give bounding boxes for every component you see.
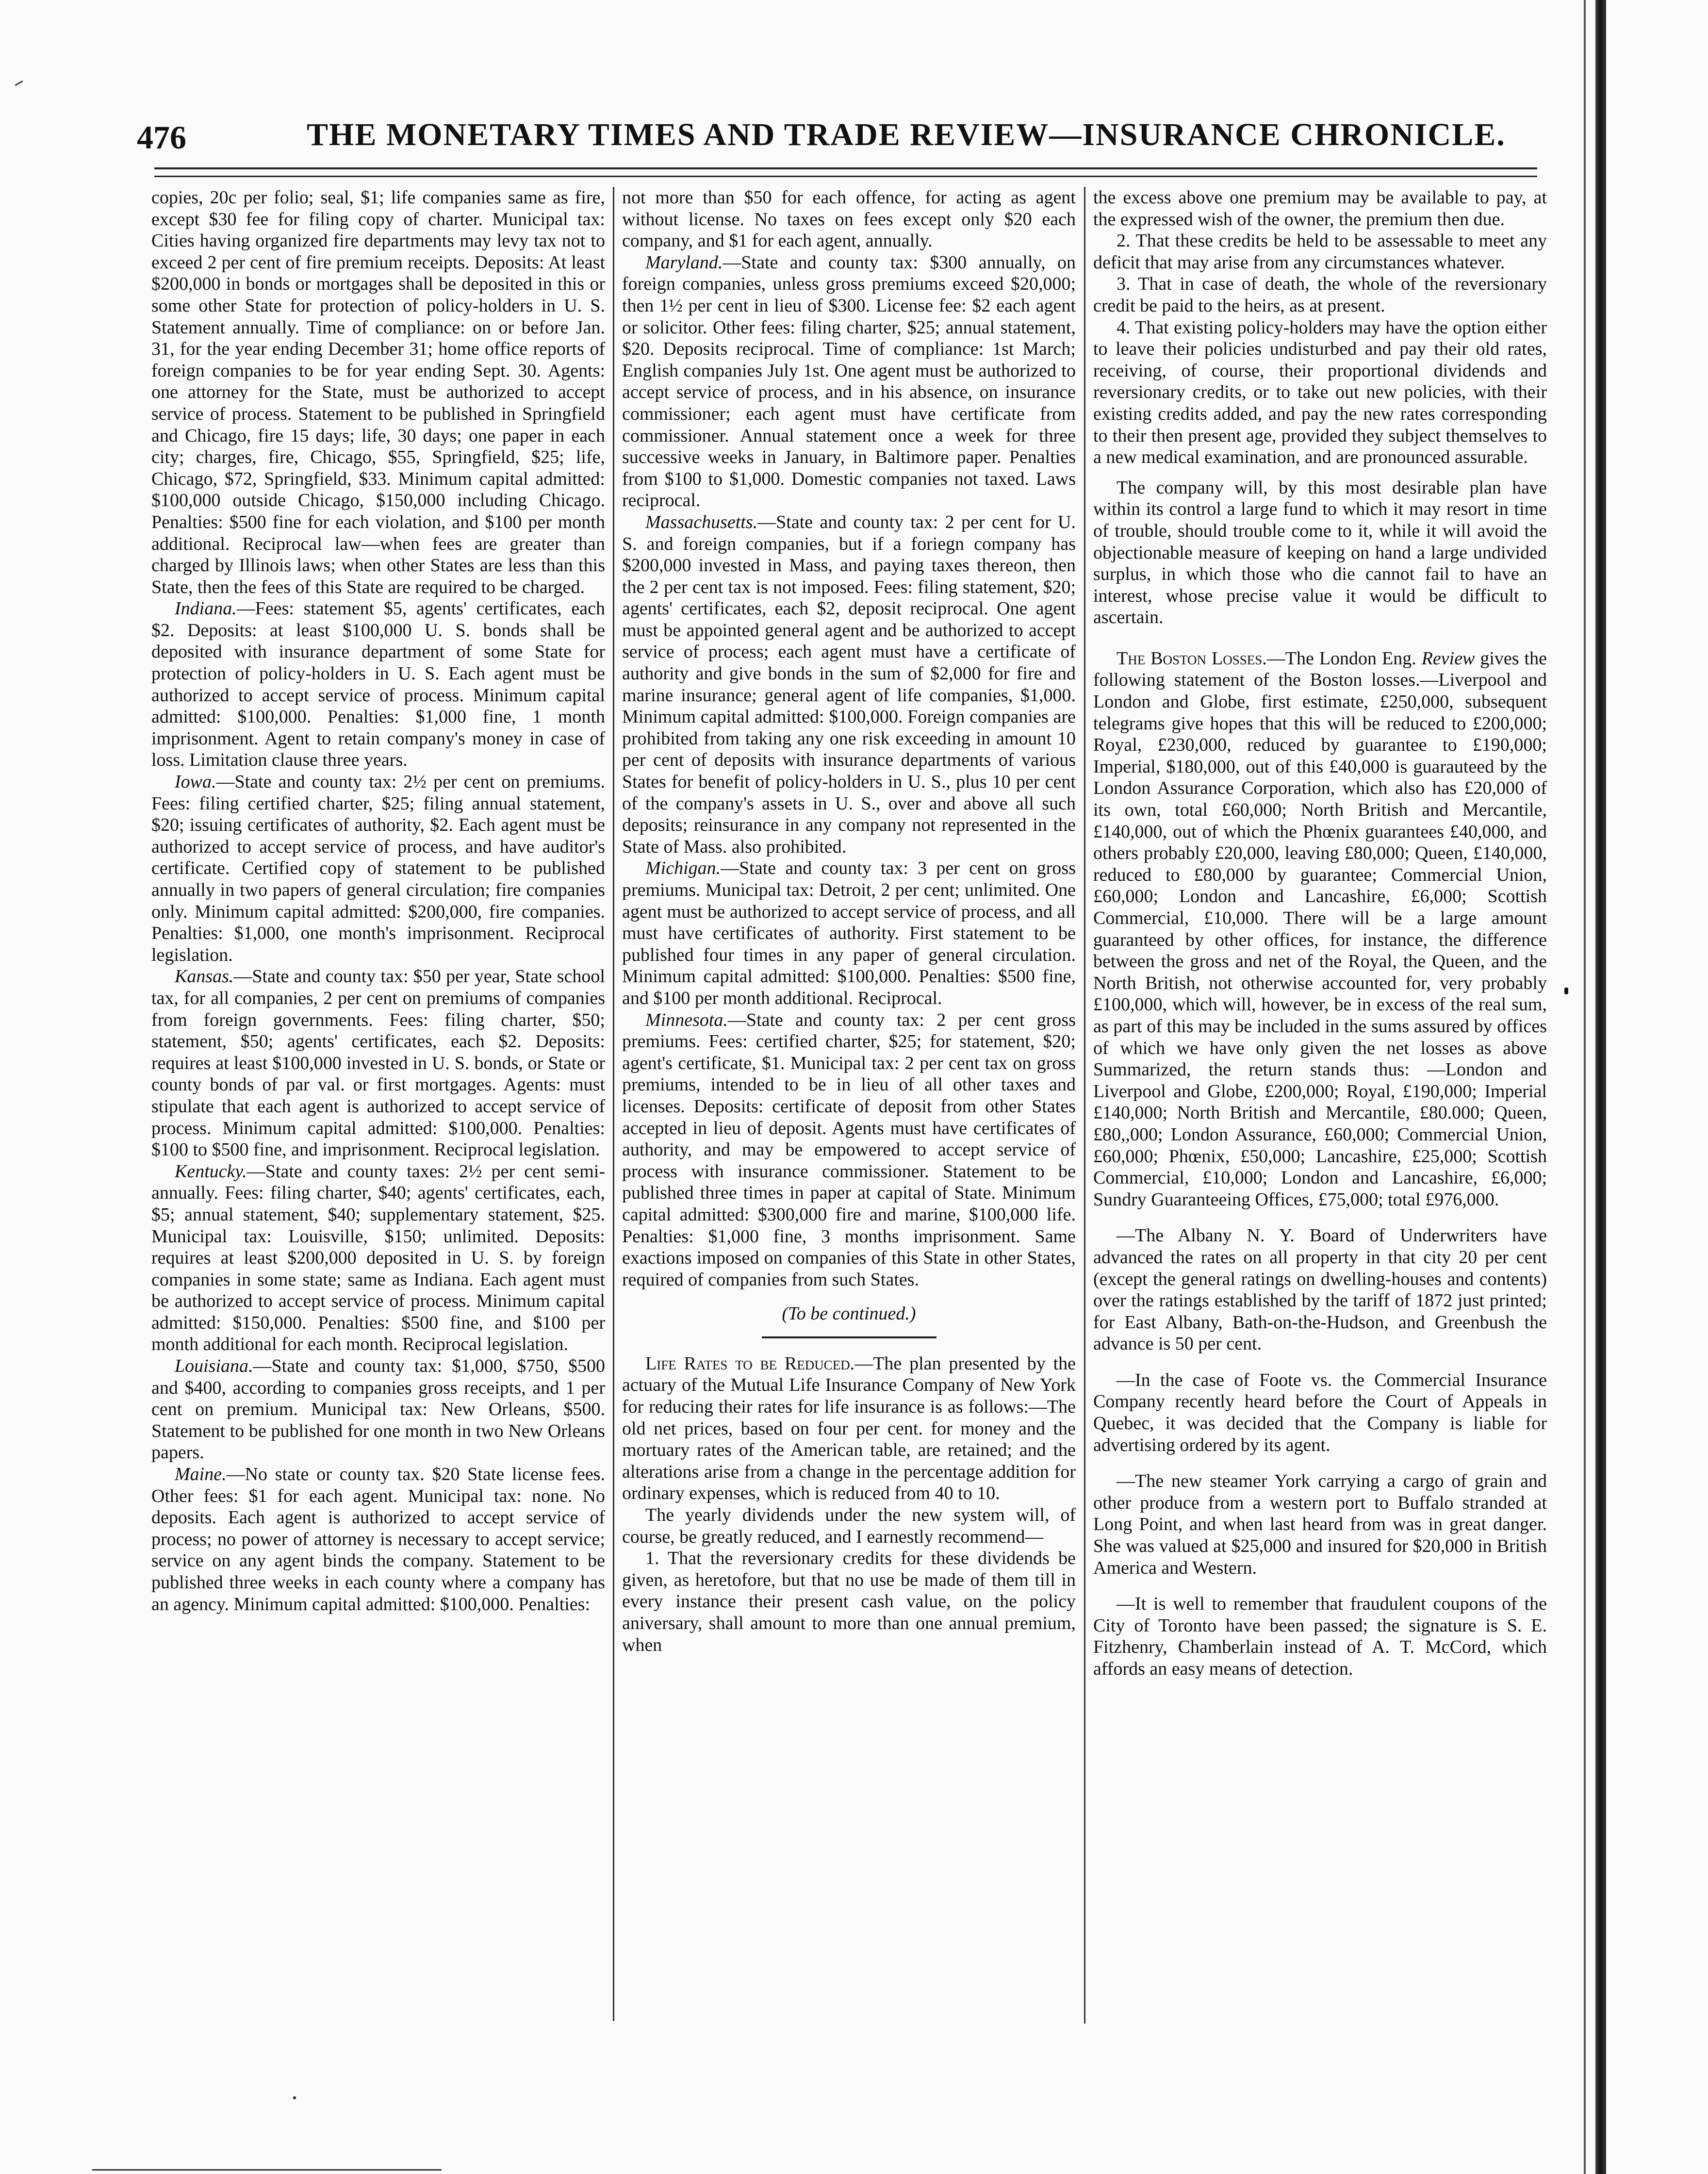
paragraph-albany: —The Albany N. Y. Board of Underwriters have advanced the rates on all property in that city 20 per cent (except the general ratings on dwelling-houses and contents) over the ratings established by the tariff of 1872 just printed; for East Albany, Bath-on-the-Hudson, and Greenbush the advance is 50 per cent. <box>1093 1225 1547 1354</box>
state-heading-iowa: Iowa. <box>175 772 216 792</box>
paragraph-boston-losses <box>1093 648 1547 1210</box>
paragraph-louisiana <box>151 1355 605 1464</box>
paragraph-massachusetts <box>622 511 1076 858</box>
paragraph-indiana <box>151 598 605 771</box>
paragraph-life-rates <box>622 1353 1076 1504</box>
paragraph-minnesota <box>622 1009 1076 1291</box>
ink-mark <box>1564 988 1568 994</box>
running-title: THE MONETARY TIMES AND TRADE REVIEW—INSURANCE CHRONICLE. <box>307 117 1506 152</box>
article-text-boston-body: gives the following statement of the Boston losses.—Liverpool and London and Globe, first estimate, £250,000, subsequent telegrams give hopes that this will be reduced to £200,000; Royal, £230,000, reduced by guarantee to £190,000; Imperial, $180,000, out of this £40,000 is guarauteed by the London Assurance Corporation, which also has £20,000 of its own, total £60,000; North British and Mercantile, £140,000, out of which the Phœnix guarantees £40,000, and others probably £20,000, leaving £80,000; Queen, £140,000, reduced to £80,000 by guarantee; Commercial Union, £60,000; London and Lancashire, £6,000; Scottish Commercial, £10,000. There will be a large amount guaranteed by other offices, for instance, the difference between the gross and net of the Royal, the Queen, and the North British, not otherwise accounted for, very probably £100,000, which will, however, be in excess of the real sum, as part of this may be included in the sums assured by offices of which we have only given the net losses as above Summarized, the return stands thus: —London and Liverpool and Globe, £200,000; Royal, £190,000; Imperial £140,000; North British and Mercantile, £80.000; Queen, £80,,000; London Assurance, £60,000; Commercial Union, £60,000; Phœnix, £50,000; Lancashire, £25,000; Scottish Commercial, £10,000; London and Lancashire, £6,000; Sundry Guaranteeing Offices, £75,000; total £976,000. <box>1093 648 1547 1210</box>
article-heading-boston-losses: The Boston Losses. <box>1117 648 1267 669</box>
paragraph-recommendation-1-continued: the excess above one premium may be available to pay, at the expressed wish of the owner, the premium then due. <box>1093 187 1547 230</box>
binding-edge <box>1595 0 1606 2174</box>
state-text-louisiana: —State and county tax: $1,000, $750, $500 and $400, according to companies gross receipts, and 1 per cent on premium. Municipal tax: New Orleans, $500. Statement to be published for one month in two New Orleans papers. <box>151 1356 605 1463</box>
state-text-massachusetts: —State and county tax: 2 per cent for U. S. and foreign companies, but if a foriegn company has $200,000 invested in Mass, and paying taxes thereon, then the 2 per cent tax is not imposed. Fees: filing statement, $20; agents' certificates, each $2, deposit reciprocal. One agent must be appointed general agent and be authorized to accept service of process; each agent must have a certificate of authority and give bonds in the sum of $2,000 for fire and marine insurance; general agent of life companies, $1,000. Minimum capital admitted: $100,000. Foreign companies are prohibited from taking any one risk exceeding in amount 10 per cent of deposits with insurance departments of various States for benefit of policy-holders in U. S., plus 10 per cent of the company's assets in U. S., over and above all such deposits; reinsurance in any company not represented in the State of Mass. also prohibited. <box>622 511 1076 857</box>
article-heading-life-rates: Life Rates to be Reduced. <box>645 1353 855 1374</box>
paragraph-recommendation-3: 3. That in case of death, the whole of the reversionary credit be paid to the heirs, as at present. <box>1093 274 1547 316</box>
state-heading-maryland: Maryland. <box>645 252 723 273</box>
paragraph-steamer-york: —The new steamer York carrying a cargo of grain and other produce from a western port to Buffalo stranded at Long Point, and when last heard from was in great danger. She was valued at $25,000 and insured for $20,000 in British America and Western. <box>1093 1471 1547 1578</box>
state-heading-maine: Maine. <box>175 1464 227 1485</box>
state-heading-michigan: Michigan. <box>645 858 721 879</box>
column-separator-2 <box>1084 187 1085 2024</box>
page-number: 476 <box>137 119 186 156</box>
paragraph-michigan <box>622 857 1076 1009</box>
margin-mark <box>15 81 23 86</box>
paragraph-kansas <box>151 966 605 1160</box>
state-heading-louisiana: Louisiana. <box>175 1356 253 1377</box>
publication-name-review: Review <box>1421 648 1475 669</box>
paragraph-maine-continued: not more than $50 for each offence, for acting as agent without license. No taxes on fees except only $20 each company, and $1 for each agent, annually. <box>622 187 1076 251</box>
state-text-maryland: —State and county tax: $300 annually, on foreign companies, unless gross premiums exceed $20,000; then 1½ per cent in lieu of $300. License fee: $2 each agent or solicitor. Other fees: filing charter, $25; annual statement, $20. Deposits reciprocal. Time of compliance: 1st March; English companies July 1st. One agent must be authorized to accept service of process, and in his absence, on insurance commissioner; each agent must have certificate from commissioner. Annual statement once a week for three successive weeks in January, in Baltimore paper. Penalties from $100 to $1,000. Domestic companies not taxed. Laws reciprocal. <box>622 252 1076 511</box>
column-3 <box>1093 187 1547 1680</box>
state-heading-massachusetts: Massachusetts. <box>645 511 758 532</box>
column-separator-1 <box>613 187 614 2021</box>
state-text-kentucky: —State and county taxes: 2½ per cent semi-annually. Fees: filing charter, $40; agents' certificates, each, $5; annual statement, $40; supplementary statement, $25. Municipal tax: Louisville, $150; unlimited. Deposits: requires at least $200,000 deposited in U. S. by foreign companies in some state; same as Indiana. Each agent must be authorized to accept service of process. Minimum capital admitted: $150,000. Penalties: $500 fine, and $100 per month additional for each month. Reciprocal legislation. <box>151 1161 605 1355</box>
state-text-minnesota: —State and county tax: 2 per cent gross premiums. Fees: certified charter, $25; for statement, $20; agent's certificate, $1. Municipal tax: 2 per cent tax on gross premiums, intended to be in lieu of all other taxes and licenses. Deposits: certificate of deposit from other States accepted in lieu of deposit. Agents must have certificates of authority, and may be empowered to accept service of process with insurance commissioner. Statement to be published three times in paper at capital of State. Minimum capital admitted: $300,000 fire and marine, $100,000 life. Penalties: $1,000 fine, 3 months imprisonment. Same exactions imposed on companies of this State in other States, required of companies from such States. <box>622 1009 1076 1290</box>
paragraph-recommendation-1: 1. That the reversionary credits for these dividends be given, as heretofore, but that no use be made of them till in every instance their present cash value, on the policy aniversary, shall amount to more than one annual premium, when <box>622 1548 1076 1655</box>
to-be-continued: (To be continued.) <box>782 1303 916 1324</box>
paragraph-yearly-dividends: The yearly dividends under the new system will, of course, be greatly reduced, and I earnestly recommend— <box>622 1505 1076 1547</box>
state-heading-kansas: Kansas. <box>175 966 234 987</box>
scan-edge-line <box>92 2169 442 2171</box>
paragraph-recommendation-4: 4. That existing policy-holders may have the option either to leave their policies undisturbed and pay their old rates, receiving, of course, their proportional dividends and reversionary credits, or to take out new policies, with their existing credits added, and pay the new rates corresponding to their then present age, provided they subject themselves to a new medical examination, and are pronounced assurable. <box>1093 317 1547 468</box>
state-heading-kentucky: Kentucky. <box>175 1161 247 1182</box>
paragraph-illinois-continued: copies, 20c per folio; seal, $1; life companies same as fire, except $30 fee for filing copy of charter. Municipal tax: Cities having organized fire departments may levy tax not to exceed 2 per cent of fire premium receipts. Deposits: At least $200,000 in bonds or mortgages shall be deposited in this or some other State for protection of policy-holders in U. S. Statement annually. Time of compliance: on or before Jan. 31, for the year ending December 31; home office reports of foreign companies to be for year ending Sept. 30. Agents: one attorney for the State, must be authorized to accept service of process. Statement to be published in Springfield and Chicago, fire 15 days; life, 30 days; one paper in each city; charges, fire, Chicago, $55, Springfield, $25; life, Chicago, $72, Springfield, $33. Minimum capital admitted: $100,000 outside Chicago, $150,000 including Chicago. Penalties: $500 fine for each violation, and $100 per month additional. Reciprocal law—when fees are greater than charged by Illinois laws; when other States are less than this State, then the fees of this State are required to be charged. <box>151 187 605 597</box>
state-text-michigan: —State and county tax: 3 per cent on gross premiums. Municipal tax: Detroit, 2 per cent; unlimited. One agent must be authorized to accept service of process, and all must have certificates of authority. First statement to be published four times in any paper of general circulation. Minimum capital admitted: $100,000. Penalties: $500 fine, and $100 per month additional. Reciprocal. <box>622 858 1076 1008</box>
section-divider <box>762 1336 936 1338</box>
column-1 <box>151 187 605 1615</box>
paragraph-maine <box>151 1464 605 1615</box>
state-heading-minnesota: Minnesota. <box>645 1009 728 1030</box>
paragraph-foote: —In the case of Foote vs. the Commercial Insurance Company recently heard before the Court of Appeals in Quebec, it was decided that the Company is liable for advertising ordered by its agent. <box>1093 1369 1547 1455</box>
paragraph-recommendation-2: 2. That these credits be held to be assessable to meet any deficit that may arise from any circumstances whatever. <box>1093 231 1547 273</box>
state-heading-indiana: Indiana. <box>175 598 237 619</box>
header-rule-bottom <box>154 176 1537 177</box>
paragraph-maryland <box>622 252 1076 511</box>
column-2 <box>622 187 1076 1656</box>
paragraph-iowa <box>151 771 605 966</box>
article-text-life-rates: —The plan presented by the actuary of the Mutual Life Insurance Company of New York for reducing their rates for life insurance is as follows:—The old net prices, based on four per cent. for money and the mortuary rates of the American table, are retained; and the alterations arise from a change in the percentage addition for ordinary expenses, which is reduced from 40 to 10. <box>622 1353 1076 1504</box>
state-text-indiana: —Fees: statement $5, agents' certificates, each $2. Deposits: at least $100,000 U. S. bonds shall be deposited with insurance department of some State for protection of policy-holders in U. S. Each agent must be authorized to accept service of process. Minimum capital admitted: $100,000. Penalties: $1,000 fine, 1 month imprisonment. Agent to retain company's money in case of loss. Limitation clause three years. <box>151 598 605 771</box>
binding-edge-line <box>1584 0 1586 2174</box>
header-rule-top <box>154 167 1537 169</box>
paragraph-kentucky <box>151 1161 605 1355</box>
article-text-boston-intro: —The London Eng. <box>1266 648 1422 669</box>
paragraph-fraudulent-coupons: —It is well to remember that fraudulent coupons of the City of Toronto have been passed; the signature is S. E. Fitzhenry, Chamberlain instead of A. T. McCord, which affords an easy means of detection. <box>1093 1594 1547 1679</box>
state-text-iowa: —State and county tax: 2½ per cent on premiums. Fees: filing certified charter, $25; filing annual statement, $20; issuing certificates of authority, $2. Each agent must be authorized to accept service of process, and have auditor's certificate. Certified copy of statement to be published annually in two papers of general circulation; fire companies only. Minimum capital admitted: $200,000, fire companies. Penalties: $1,000, one month's imprisonment. Reciprocal legislation. <box>151 772 605 965</box>
state-text-maine: —No state or county tax. $20 State license fees. Other fees: $1 for each agent. Municipal tax: none. No deposits. Each agent is authorized to accept service of process; no power of attorney is necessary to accept service; service on any agent binds the company. Statement to be published three weeks in each county where a company has an agency. Minimum capital admitted: $100,000. Penalties: <box>151 1464 605 1614</box>
ink-dot <box>293 2096 296 2099</box>
state-text-kansas: —State and county tax: $50 per year, State school tax, for all companies, 2 per cent on premiums of companies from foreign governments. Fees: filing charter, $50; statement, $50; agents' certificates, each $2. Deposits: requires at least $100,000 invested in U. S. bonds, or State or county bonds of par val. or first mortgages. Agents: must stipulate that each agent is authorized to accept service of process. Minimum capital admitted: $100,000. Penalties: $100 to $500 fine, and imprisonment. Reciprocal legislation. <box>151 966 605 1160</box>
paragraph-company-plan: The company will, by this most desirable plan have within its control a large fund to which it may resort in time of trouble, should trouble come to it, while it will avoid the objectionable measure of keeping on hand a large undivided surplus, in which those who die cannot fail to have an interest, whose precise value it would be difficult to ascertain. <box>1093 477 1547 628</box>
